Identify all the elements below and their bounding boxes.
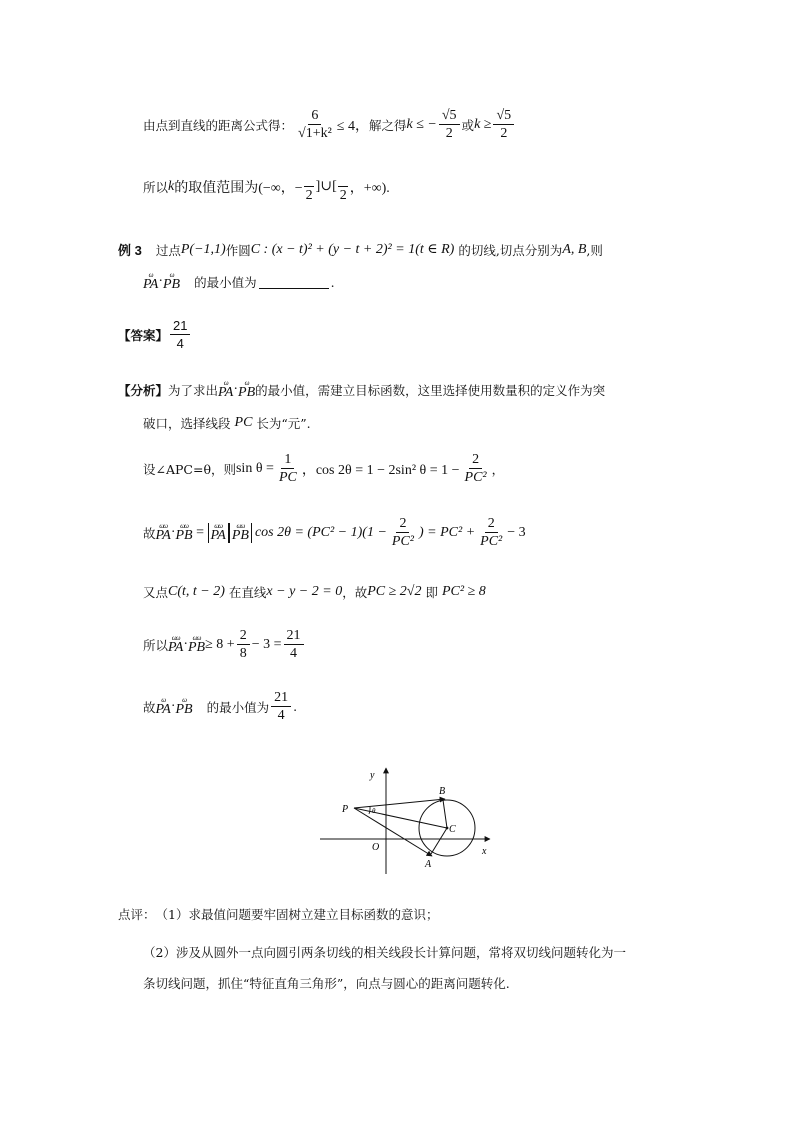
label-c: C — [449, 824, 456, 835]
fraction: $\frac{2}{8}$ — [237, 628, 250, 661]
fraction: $\frac{2}{\text{PC²}}$ — [464, 452, 487, 485]
step-4: 所以 ωω PA · ωω PB ≥ 8 + $\frac{2}{8}$ − 3 = $\frac{21}{4}$ — [143, 628, 306, 661]
line-range: 所以 k 的取值范围为(−∞，− 2 ]∪[ 2 ，+∞). — [143, 170, 390, 203]
fraction: $\frac{1}{PC}$ — [278, 452, 297, 485]
line-distance-formula: 由点到直线的距离公式得： $\frac{6}{\text{√1+k²}}$ ≤ 4， 解之得 k ≤ − $\frac{√5}{2}$ 或 k ≥ $\frac{√5}{2}$ — [143, 108, 516, 141]
fraction: $\frac{√5}{2}$ — [493, 108, 514, 141]
vector-pa-magnitude: ωω PA — [208, 523, 229, 543]
analysis-line-1: 【分析】 为了求出 ω PA · ω PB 的最小值，需建立目标函数，这里选择使用数量积的定义作为突 — [118, 379, 606, 400]
step-5: 故 ω PA · ω PB 的最小值为 $\frac{21}{4}$ . — [143, 690, 298, 723]
vector-pa: ωω PA — [155, 521, 171, 543]
segment-ca — [431, 828, 447, 854]
segment-cb — [443, 800, 447, 828]
label-x: x — [482, 846, 487, 857]
fraction: $\frac{6}{\text{√1+k²}}$ — [298, 108, 332, 141]
fraction: $\frac{21}{4}$ — [271, 690, 291, 723]
vector-pa: ωω PA — [168, 633, 184, 655]
vector-pa: ω PA — [218, 379, 234, 400]
label-theta: θ — [372, 807, 376, 815]
text: 由点到直线的距离公式得： — [143, 117, 294, 133]
fraction: 2 — [303, 170, 316, 203]
answer: 【答案】 $\frac{21}{4}$ — [118, 318, 192, 351]
vector-pb: ωω PB — [188, 633, 206, 655]
comment-line-2: （2）涉及从圆外一点向圆引两条切线的相关线段长计算问题，常将双切线问题转化为一 — [143, 945, 626, 960]
comment-line-3: 条切线问题，抓住“特征直角三角形”，向点与圆心的距离问题转化. — [143, 976, 510, 991]
vector-pa: ω PA — [155, 695, 171, 717]
segment-pc — [354, 808, 447, 828]
center-point — [446, 827, 449, 830]
fraction: $\frac{2}{\text{PC²}}$ — [480, 516, 503, 549]
vector-pb: ω PB — [238, 379, 256, 400]
example-label: 例 3 — [118, 243, 142, 258]
label-b: B — [439, 786, 446, 797]
label-p: P — [342, 804, 349, 815]
comment-line-1: 点评： （1）求最值问题要牢固树立建立目标函数的意识； — [118, 907, 439, 922]
answer-fraction: $\frac{21}{4}$ — [170, 318, 190, 351]
example-statement: 例 3 过点 P(−1,1) 作圆 C : (x − t)² + (y − t + 2)² = 1(t ∈ R) 的切线,切点分别为 A, B ,则 — [118, 241, 603, 258]
fraction: $\frac{√5}{2}$ — [439, 108, 460, 141]
vector-pb: ω PB — [175, 695, 193, 717]
step-2: 故 ωω PA · ωω PB = ωω PA ωω PB cos 2θ = (PC² − 1)(1 − $\frac{2}{\text{PC²}}$ ) = PC² + $\frac{2}{\text{PC²}}$ − 3 — [143, 516, 526, 549]
vector-pb-magnitude: ωω PB — [229, 523, 252, 543]
fraction: $\frac{2}{\text{PC²}}$ — [391, 516, 414, 549]
vector-pb: ωω PB — [175, 521, 193, 543]
label-a: A — [425, 859, 432, 870]
step-3: 又点 C(t, t − 2) 在直线 x − y − 2 = 0 ，故 PC ≥ 2√2 即 PC² ≥ 8 — [143, 584, 486, 600]
analysis-line-2: 破口，选择线段 PC 长为“元”. — [143, 415, 311, 431]
vector-pb: ω PB — [162, 271, 181, 292]
vector-pa: ω PA — [143, 271, 159, 292]
step-1: 设∠APC=θ，则 sin θ = $\frac{1}{PC}$ ，cos 2θ = 1 − 2sin² θ = 1 − $\frac{2}{\text{PC²}}$ ， — [143, 452, 505, 485]
label-y: y — [370, 770, 375, 781]
label-o: O — [372, 842, 380, 853]
example-statement-2: ω PA · ω PB 的最小值为 . — [143, 271, 335, 292]
fraction: 2 — [337, 170, 350, 203]
segment-pb — [354, 799, 445, 808]
geometry-figure — [318, 764, 498, 876]
angle-arc — [369, 807, 370, 814]
fraction: $\frac{21}{4}$ — [284, 628, 304, 661]
segment-pa — [354, 808, 432, 856]
answer-blank — [259, 276, 329, 289]
